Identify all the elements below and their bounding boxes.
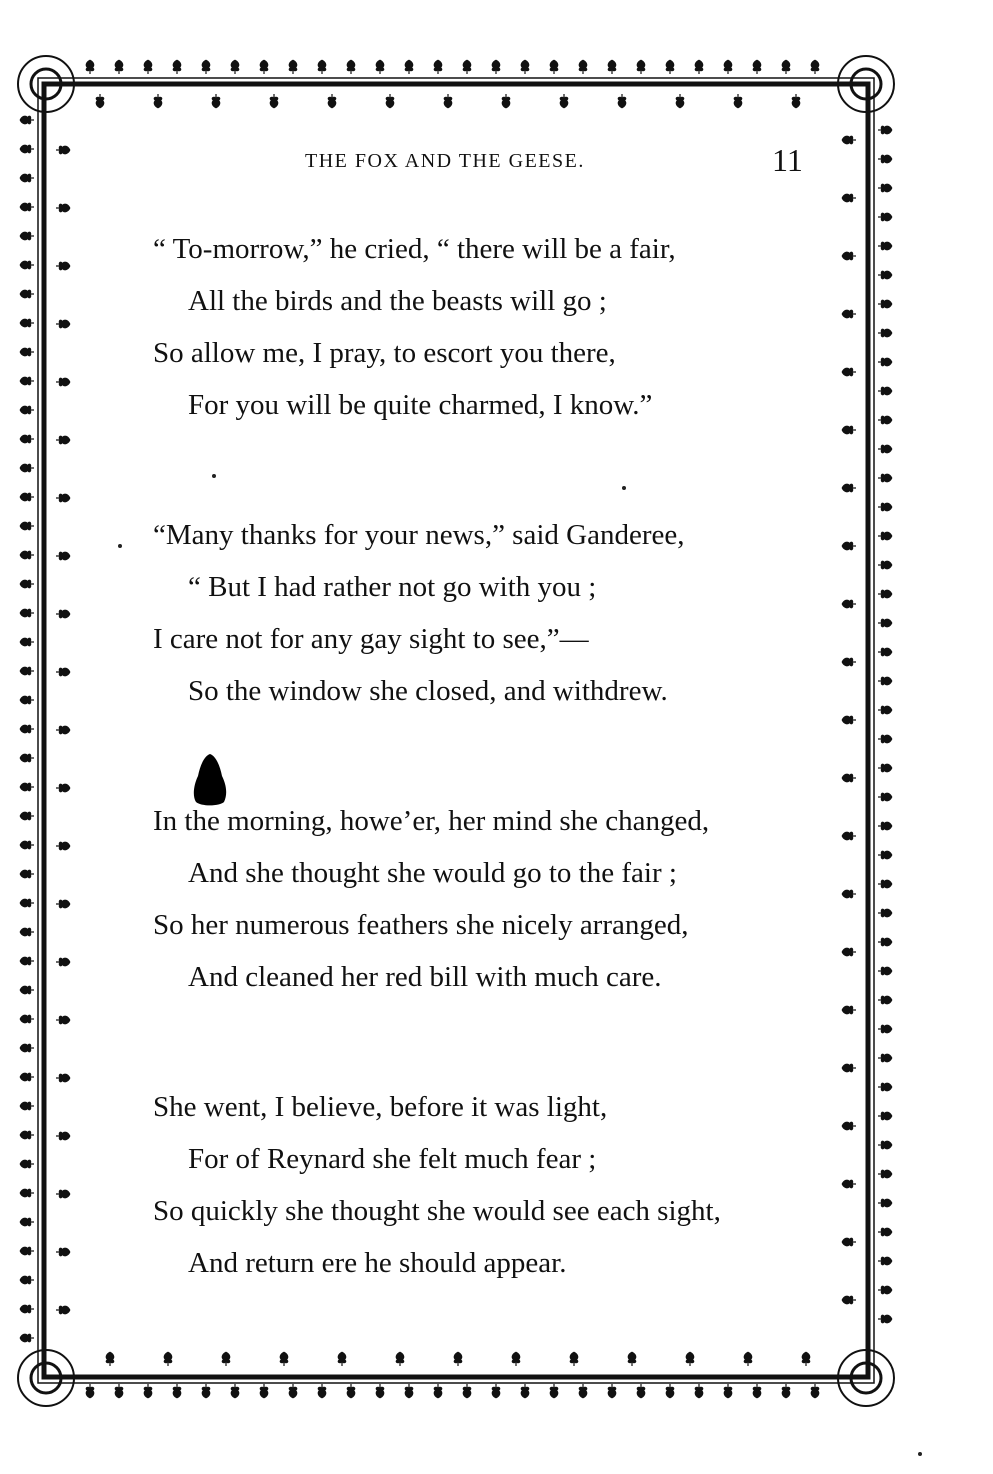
leaf-ornament-icon	[20, 1189, 34, 1198]
leaf-ornament-icon	[222, 1352, 231, 1366]
leaf-ornament-icon	[802, 1352, 811, 1366]
print-speck	[918, 1452, 922, 1456]
leaf-ornament-icon	[878, 1054, 892, 1063]
leaf-ornament-icon	[20, 319, 34, 328]
print-speck	[212, 474, 216, 478]
leaf-ornament-icon	[280, 1352, 289, 1366]
leaf-ornament-icon	[878, 1315, 892, 1324]
leaf-ornament-icon	[289, 1384, 298, 1398]
leaf-ornament-icon	[144, 60, 153, 74]
leaf-ornament-icon	[20, 261, 34, 270]
leaf-ornament-icon	[20, 1305, 34, 1314]
leaf-ornament-icon	[878, 793, 892, 802]
leaf-ornament-icon	[56, 1248, 70, 1257]
leaf-ornament-icon	[96, 94, 105, 108]
leaf-ornament-icon	[608, 1384, 617, 1398]
leaf-ornament-icon	[842, 542, 856, 551]
leaf-ornament-icon	[20, 464, 34, 473]
leaf-ornament-icon	[753, 1384, 762, 1398]
leaf-ornament-icon	[444, 94, 453, 108]
print-speck	[622, 486, 626, 490]
leaf-ornament-icon	[878, 880, 892, 889]
leaf-ornament-icon	[695, 1384, 704, 1398]
leaf-ornament-icon	[492, 1384, 501, 1398]
leaf-ornament-icon	[842, 600, 856, 609]
leaf-ornament-icon	[56, 900, 70, 909]
leaf-ornament-icon	[454, 1352, 463, 1366]
leaf-ornament-icon	[878, 155, 892, 164]
leaf-ornament-icon	[231, 60, 240, 74]
leaf-ornament-icon	[878, 271, 892, 280]
verse-line: So quickly she thought she would see each sight,	[153, 1195, 721, 1227]
leaf-ornament-icon	[878, 996, 892, 1005]
leaf-ornament-icon	[56, 552, 70, 561]
leaf-ornament-icon	[878, 387, 892, 396]
leaf-ornament-icon	[842, 1238, 856, 1247]
leaf-ornament-icon	[56, 1306, 70, 1315]
leaf-ornament-icon	[878, 503, 892, 512]
leaf-ornament-icon	[842, 1064, 856, 1073]
leaf-ornament-icon	[434, 60, 443, 74]
leaf-ornament-icon	[811, 60, 820, 74]
leaf-ornament-icon	[878, 1228, 892, 1237]
leaf-ornament-icon	[811, 1384, 820, 1398]
verse-line: All the birds and the beasts will go ;	[188, 285, 607, 317]
leaf-ornament-icon	[434, 1384, 443, 1398]
leaf-ornament-icon	[878, 242, 892, 251]
leaf-ornament-icon	[521, 1384, 530, 1398]
leaf-ornament-icon	[878, 706, 892, 715]
leaf-ornament-icon	[878, 358, 892, 367]
leaf-ornament-icon	[173, 1384, 182, 1398]
leaf-ornament-icon	[56, 320, 70, 329]
leaf-ornament-icon	[842, 774, 856, 783]
verse-line: So the window she closed, and withdrew.	[188, 675, 668, 707]
leaf-ornament-icon	[20, 957, 34, 966]
leaf-ornament-icon	[560, 94, 569, 108]
leaf-ornament-icon	[753, 60, 762, 74]
leaf-ornament-icon	[405, 60, 414, 74]
leaf-ornament-icon	[878, 1199, 892, 1208]
ink-blot	[190, 752, 230, 808]
leaf-ornament-icon	[878, 938, 892, 947]
leaf-ornament-icon	[260, 60, 269, 74]
leaf-ornament-icon	[608, 60, 617, 74]
verse-line: “ To-morrow,” he cried, “ there will be a fair,	[153, 233, 676, 265]
verse-line: So allow me, I pray, to escort you there,	[153, 337, 616, 369]
leaf-ornament-icon	[666, 1384, 675, 1398]
leaf-ornament-icon	[318, 60, 327, 74]
leaf-ornament-icon	[56, 1190, 70, 1199]
leaf-ornament-icon	[20, 116, 34, 125]
verse-line: “ But I had rather not go with you ;	[188, 571, 597, 603]
leaf-ornament-icon	[20, 1160, 34, 1169]
leaf-ornament-icon	[878, 300, 892, 309]
leaf-ornament-icon	[20, 1102, 34, 1111]
leaf-ornament-icon	[56, 842, 70, 851]
leaf-ornament-icon	[20, 812, 34, 821]
leaf-ornament-icon	[20, 841, 34, 850]
leaf-ornament-icon	[20, 522, 34, 531]
leaf-ornament-icon	[878, 184, 892, 193]
leaf-ornament-icon	[842, 716, 856, 725]
leaf-ornament-icon	[20, 493, 34, 502]
leaf-ornament-icon	[792, 94, 801, 108]
leaf-ornament-icon	[173, 60, 182, 74]
leaf-ornament-icon	[463, 1384, 472, 1398]
leaf-ornament-icon	[20, 928, 34, 937]
leaf-ornament-icon	[20, 1218, 34, 1227]
leaf-ornament-icon	[56, 436, 70, 445]
leaf-ornament-icon	[842, 890, 856, 899]
leaf-ornament-icon	[579, 60, 588, 74]
leaf-ornament-icon	[56, 378, 70, 387]
leaf-ornament-icon	[878, 532, 892, 541]
leaf-ornament-icon	[56, 1074, 70, 1083]
leaf-ornament-icon	[20, 725, 34, 734]
leaf-ornament-icon	[842, 1006, 856, 1015]
leaf-ornament-icon	[56, 610, 70, 619]
leaf-ornament-icon	[231, 1384, 240, 1398]
leaf-ornament-icon	[20, 551, 34, 560]
leaf-ornament-icon	[20, 1276, 34, 1285]
leaf-ornament-icon	[347, 1384, 356, 1398]
leaf-ornament-icon	[20, 783, 34, 792]
verse-line: “Many thanks for your news,” said Ganderee,	[153, 519, 685, 551]
leaf-ornament-icon	[878, 1170, 892, 1179]
leaf-ornament-icon	[106, 1352, 115, 1366]
leaf-ornament-icon	[878, 213, 892, 222]
leaf-ornament-icon	[115, 60, 124, 74]
leaf-ornament-icon	[20, 145, 34, 154]
leaf-ornament-icon	[842, 1122, 856, 1131]
leaf-ornament-icon	[734, 94, 743, 108]
leaf-ornament-icon	[842, 252, 856, 261]
leaf-ornament-icon	[878, 416, 892, 425]
leaf-ornament-icon	[618, 94, 627, 108]
leaf-ornament-icon	[318, 1384, 327, 1398]
leaf-ornament-icon	[20, 290, 34, 299]
leaf-ornament-icon	[376, 60, 385, 74]
leaf-ornament-icon	[144, 1384, 153, 1398]
leaf-ornament-icon	[20, 232, 34, 241]
verse-line: And return ere he should appear.	[188, 1247, 567, 1279]
leaf-ornament-icon	[842, 1296, 856, 1305]
leaf-ornament-icon	[20, 377, 34, 386]
leaf-ornament-icon	[724, 1384, 733, 1398]
leaf-ornament-icon	[878, 1257, 892, 1266]
leaf-ornament-icon	[842, 658, 856, 667]
leaf-ornament-icon	[502, 94, 511, 108]
leaf-ornament-icon	[878, 764, 892, 773]
leaf-ornament-icon	[405, 1384, 414, 1398]
leaf-ornament-icon	[878, 329, 892, 338]
leaf-ornament-icon	[878, 648, 892, 657]
leaf-ornament-icon	[20, 696, 34, 705]
leaf-ornament-icon	[878, 822, 892, 831]
verse-line: For of Reynard she felt much fear ;	[188, 1143, 597, 1175]
leaf-ornament-icon	[396, 1352, 405, 1366]
leaf-ornament-icon	[686, 1352, 695, 1366]
leaf-ornament-icon	[628, 1352, 637, 1366]
leaf-ornament-icon	[676, 94, 685, 108]
leaf-ornament-icon	[550, 1384, 559, 1398]
leaf-ornament-icon	[270, 94, 279, 108]
leaf-ornament-icon	[521, 60, 530, 74]
print-speck	[118, 544, 122, 548]
leaf-ornament-icon	[20, 1247, 34, 1256]
verse-line: For you will be quite charmed, I know.”	[188, 389, 653, 421]
leaf-ornament-icon	[878, 474, 892, 483]
leaf-ornament-icon	[20, 1131, 34, 1140]
leaf-ornament-icon	[842, 1180, 856, 1189]
leaf-ornament-icon	[842, 832, 856, 841]
leaf-ornament-icon	[289, 60, 298, 74]
leaf-ornament-icon	[212, 94, 221, 108]
leaf-ornament-icon	[56, 784, 70, 793]
leaf-ornament-icon	[878, 1025, 892, 1034]
leaf-ornament-icon	[878, 677, 892, 686]
leaf-ornament-icon	[115, 1384, 124, 1398]
leaf-ornament-icon	[154, 94, 163, 108]
leaf-ornament-icon	[20, 986, 34, 995]
leaf-ornament-icon	[20, 580, 34, 589]
leaf-ornament-icon	[20, 667, 34, 676]
leaf-ornament-icon	[347, 60, 356, 74]
verse-line: She went, I believe, before it was light,	[153, 1091, 608, 1123]
leaf-ornament-icon	[579, 1384, 588, 1398]
running-header-title: THE FOX AND THE GEESE.	[305, 150, 585, 172]
leaf-ornament-icon	[842, 426, 856, 435]
leaf-ornament-icon	[20, 348, 34, 357]
leaf-ornament-icon	[842, 136, 856, 145]
leaf-ornament-icon	[20, 754, 34, 763]
leaf-ornament-icon	[878, 967, 892, 976]
verse-line: And cleaned her red bill with much care.	[188, 961, 662, 993]
leaf-ornament-icon	[20, 1015, 34, 1024]
leaf-ornament-icon	[878, 561, 892, 570]
leaf-ornament-icon	[782, 60, 791, 74]
leaf-ornament-icon	[202, 1384, 211, 1398]
leaf-ornament-icon	[744, 1352, 753, 1366]
leaf-ornament-icon	[56, 494, 70, 503]
leaf-ornament-icon	[637, 60, 646, 74]
leaf-ornament-icon	[20, 870, 34, 879]
leaf-ornament-icon	[20, 435, 34, 444]
leaf-ornament-icon	[202, 60, 211, 74]
leaf-ornament-icon	[637, 1384, 646, 1398]
leaf-ornament-icon	[878, 851, 892, 860]
verse-line: And she thought she would go to the fair ;	[188, 857, 677, 889]
leaf-ornament-icon	[878, 1083, 892, 1092]
leaf-ornament-icon	[20, 1044, 34, 1053]
leaf-ornament-icon	[20, 609, 34, 618]
leaf-ornament-icon	[570, 1352, 579, 1366]
leaf-ornament-icon	[20, 899, 34, 908]
leaf-ornament-icon	[56, 958, 70, 967]
verse-line: So her numerous feathers she nicely arranged,	[153, 909, 689, 941]
leaf-ornament-icon	[56, 726, 70, 735]
leaf-ornament-icon	[878, 126, 892, 135]
leaf-ornament-icon	[842, 310, 856, 319]
leaf-ornament-icon	[376, 1384, 385, 1398]
leaf-ornament-icon	[56, 262, 70, 271]
leaf-ornament-icon	[878, 1286, 892, 1295]
leaf-ornament-icon	[20, 1073, 34, 1082]
leaf-ornament-icon	[56, 668, 70, 677]
leaf-ornament-icon	[20, 174, 34, 183]
leaf-ornament-icon	[878, 619, 892, 628]
leaf-ornament-icon	[492, 60, 501, 74]
leaf-ornament-icon	[86, 60, 95, 74]
verse-line: I care not for any gay sight to see,”—	[153, 623, 589, 655]
leaf-ornament-icon	[328, 94, 337, 108]
leaf-ornament-icon	[20, 203, 34, 212]
leaf-ornament-icon	[20, 638, 34, 647]
leaf-ornament-icon	[512, 1352, 521, 1366]
leaf-ornament-icon	[878, 445, 892, 454]
leaf-ornament-icon	[386, 94, 395, 108]
leaf-ornament-icon	[878, 1112, 892, 1121]
leaf-ornament-icon	[20, 406, 34, 415]
leaf-ornament-icon	[338, 1352, 347, 1366]
leaf-ornament-icon	[56, 1132, 70, 1141]
leaf-ornament-icon	[878, 590, 892, 599]
leaf-ornament-icon	[878, 735, 892, 744]
leaf-ornament-icon	[56, 146, 70, 155]
leaf-ornament-icon	[842, 948, 856, 957]
leaf-ornament-icon	[86, 1384, 95, 1398]
leaf-ornament-icon	[842, 368, 856, 377]
leaf-ornament-icon	[56, 1016, 70, 1025]
leaf-ornament-icon	[164, 1352, 173, 1366]
leaf-ornament-icon	[842, 194, 856, 203]
leaf-ornament-icon	[550, 60, 559, 74]
leaf-ornament-icon	[463, 60, 472, 74]
verse-line: In the morning, howe’er, her mind she changed,	[153, 805, 710, 837]
leaf-ornament-icon	[56, 204, 70, 213]
leaf-ornament-icon	[20, 1334, 34, 1343]
page-number: 11	[772, 142, 803, 178]
leaf-ornament-icon	[260, 1384, 269, 1398]
leaf-ornament-icon	[666, 60, 675, 74]
leaf-ornament-icon	[782, 1384, 791, 1398]
leaf-ornament-icon	[724, 60, 733, 74]
leaf-ornament-icon	[695, 60, 704, 74]
leaf-ornament-icon	[878, 1141, 892, 1150]
leaf-ornament-icon	[878, 909, 892, 918]
leaf-ornament-icon	[842, 484, 856, 493]
